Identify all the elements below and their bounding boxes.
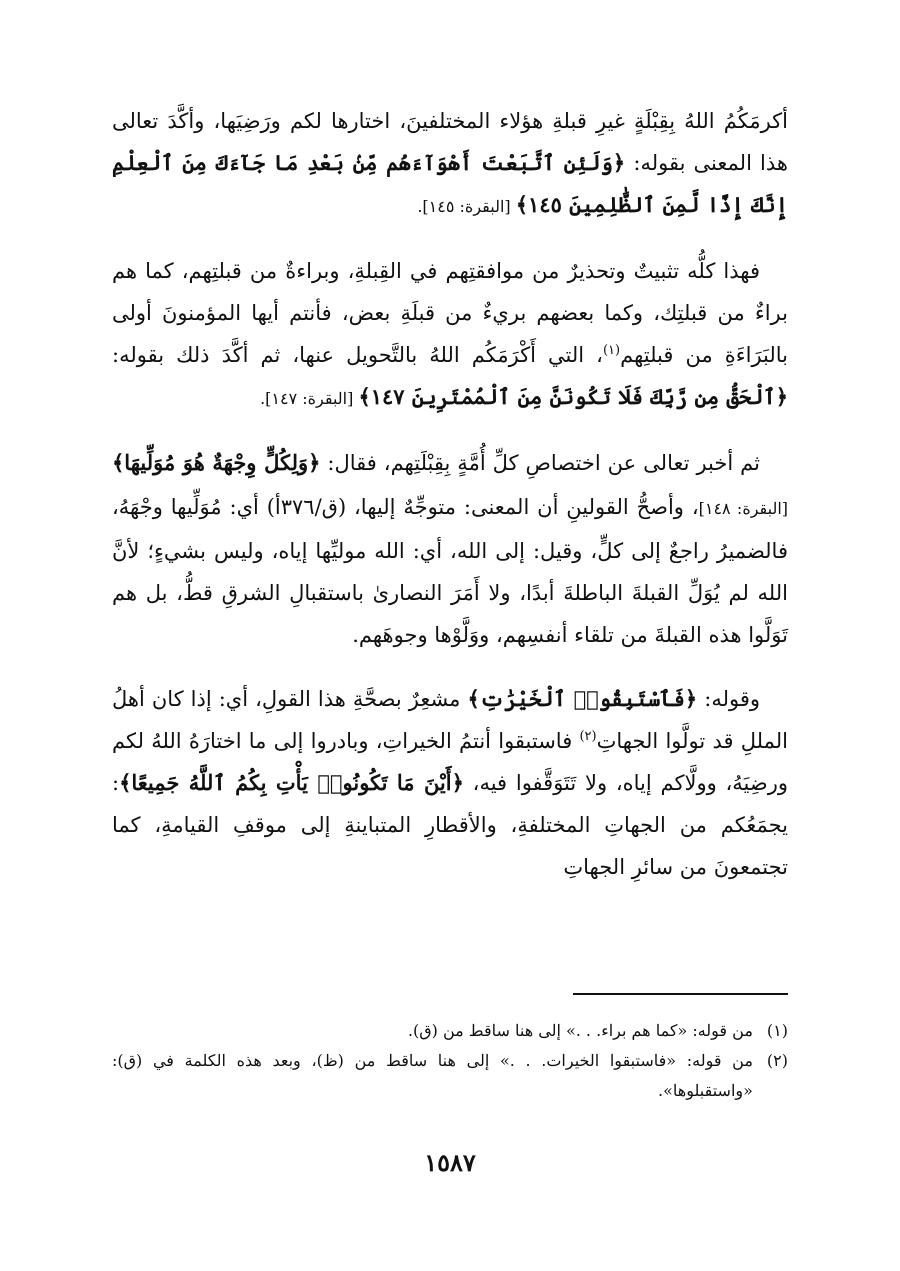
- quran-verse: ﴿ٱلْحَقُّ مِن رَّبِّكَ فَلَا تَكُونَنَّ مِنَ ٱلْمُمْتَرِينَ ١٤٧﴾: [358, 384, 788, 409]
- paragraph-text: ، التي أَكْرَمَكُم اللهُ بالتَّحويل عنها، ثم أكَّدَ ذلك بقوله:: [112, 343, 603, 367]
- quran-verse: ﴿أَيْنَ مَا تَكُونُوا۟ يَأْتِ بِكُمُ ٱللَّهُ جَمِيعًا﴾: [119, 770, 464, 795]
- page-number: ١٥٨٧: [424, 1148, 476, 1177]
- paragraph-text: فاستبقوا أنتمُ الخيراتِ، وبادروا إلى ما اختارَهُ اللهُ لكم ورضِيَهُ، وولَّاكم إياه، ولا تَتَوَقَّفوا فيه،: [112, 729, 788, 795]
- footnote-text: من قوله: «كما هم براء. . .» إلى هنا ساقط من (ق).: [407, 1021, 753, 1040]
- footnote-marker-2[interactable]: (٢): [579, 729, 597, 744]
- quran-verse: ﴿فَٱسْتَبِقُوا۟ ٱلْخَيْرَٰتِ﴾: [467, 686, 698, 711]
- paragraph-2: [112, 250, 788, 420]
- footnotes: [112, 1016, 788, 1106]
- footnote-number: (٢): [766, 1051, 788, 1070]
- verse-reference: [البقرة: ١٤٥].: [417, 197, 516, 216]
- footnote-marker-1[interactable]: (١): [602, 343, 621, 358]
- verse-reference: [البقرة: ١٤٧].: [260, 389, 359, 408]
- paragraph-3: [112, 442, 788, 656]
- paragraph-text: مشعِرٌ بصحَّةِ هذا القولِ، أي: إذا كان أهلُ المللِ قد تولَّوا الجهاتِ: [112, 687, 788, 753]
- footnote-divider: [573, 993, 788, 995]
- footnote-2: [112, 1046, 788, 1106]
- paragraph-text: ، وأصحُّ القولينِ أن المعنى: متوجِّهٌ إليها، (ق/٣٧٦أ) أي: مُوَلِّيها وجْهَهُ، فالضميرُ راجعٌ إلى كلٍّ، وقيل: إلى الله، أي: الله موليِّها إياه، وليس بشيءٍ؛ لأنَّ الله لم يُوَلِّ القبلةَ الباطلةَ أبدًا، ولا أَمَرَ النصارىٰ باستقبالِ الشرقِ قطُّ، بل هم تَوَلَّوا هذه القبلةَ من تلقاء أنفسِهم، ووَلَّوْها وجوهَهم.: [112, 495, 788, 647]
- paragraph-1: [112, 100, 788, 228]
- paragraph-text: أكرمَكُمُ اللهُ بِقِبْلَةٍ غيرِ قبلةِ هؤلاء المختلفينَ، اختارها لكم ورَضِيَها، وأكَّدَ تعالى هذا المعنى بقوله:: [112, 109, 788, 175]
- paragraph-4: [112, 678, 788, 888]
- footnote-number: (١): [766, 1021, 788, 1040]
- quran-verse: ﴿وَلَئِنِ ٱتَّبَعْتَ أَهْوَآءَهُم مِّنۢ بَعْدِ مَا جَآءَكَ مِنَ ٱلْعِلْمِ إِنَّكَ إِذًا لَّمِنَ ٱلظَّٰلِمِينَ ١٤٥﴾: [112, 150, 788, 217]
- footnote-text: من قوله: «فاستبقوا الخيرات. . .» إلى هنا ساقط من (ظ)، وبعد هذه الكلمة في (ق): «واستقبلوها».: [112, 1051, 753, 1100]
- verse-reference: [البقرة: ١٤٨]: [698, 499, 789, 518]
- paragraph-text: وقوله:: [697, 687, 761, 711]
- footnote-1: [112, 1016, 788, 1046]
- paragraph-text: : يجمَعُكم من الجهاتِ المختلفةِ، والأقطارِ المتباينةِ إلى موقفِ القيامةِ، كما تجتمعونَ من سائرِ الجهاتِ: [112, 771, 788, 879]
- paragraph-text: فهذا كلُّه تثبيتٌ وتحذيرٌ من موافقتِهم في القِبلةِ، وبراءةٌ من قبلتِهم، كما هم براءٌ من قبلتِك، وكما بعضهم بريءٌ من قبلَةِ بعض، فأنتم أيها المؤمنونَ أولى بالبَرَاءَةِ من قبلتِهم: [112, 259, 789, 367]
- paragraph-text: ثم أخبر تعالى عن اختصاصِ كلِّ أُمَّةٍ بِقِبْلَتِهم، فقال:: [320, 451, 760, 475]
- quran-verse: ﴿وَلِكُلٍّ وِجْهَةٌ هُوَ مُوَلِّيهَا﴾: [112, 450, 321, 475]
